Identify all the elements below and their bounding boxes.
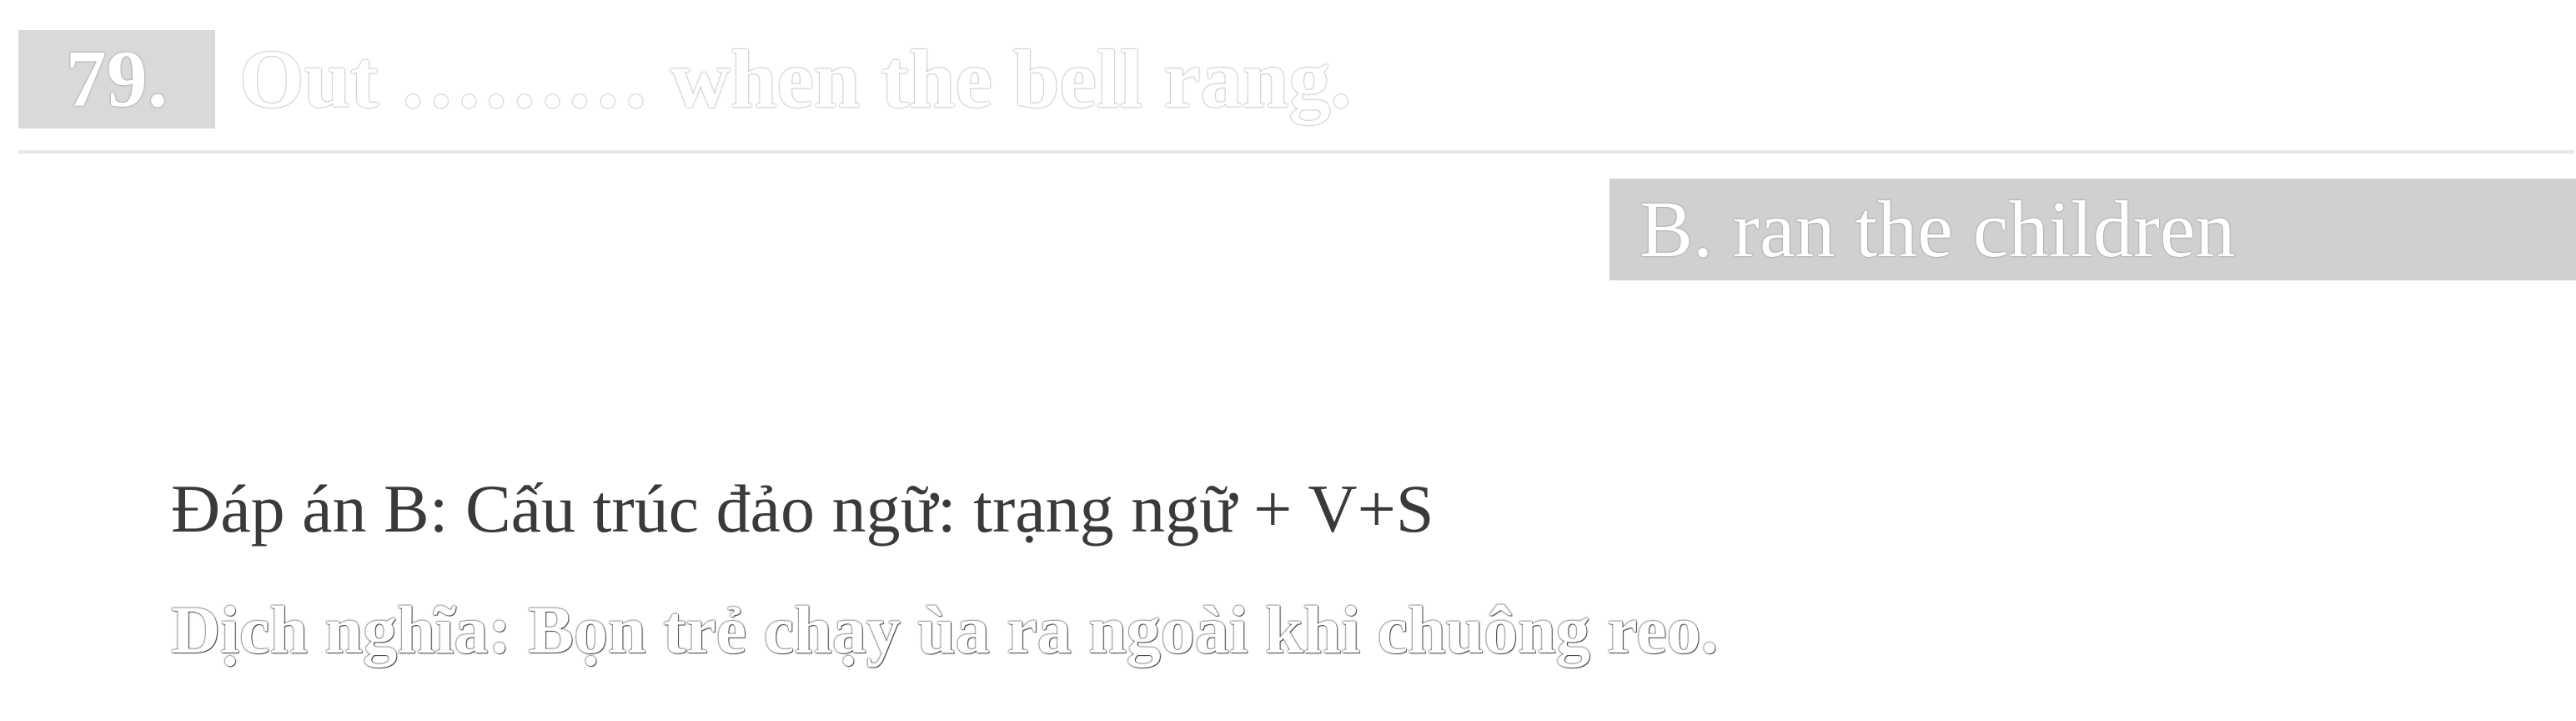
- answer-option-b[interactable]: [1609, 179, 2576, 280]
- question-underline: [18, 150, 2574, 154]
- question-row: [18, 18, 2553, 144]
- question-text: Out ……… when the bell rang.: [239, 33, 1352, 125]
- answer-translation: Dịch nghĩa: Bọn trẻ chạy ùa ra ngoài khi chuông reo.: [171, 592, 1719, 668]
- question-number: 79.: [18, 30, 215, 129]
- answer-option-b-label: B. ran the children: [1640, 184, 2236, 274]
- answer-explanation: Đáp án B: Cấu trúc đảo ngữ: trạng ngữ + V+S: [171, 471, 1434, 547]
